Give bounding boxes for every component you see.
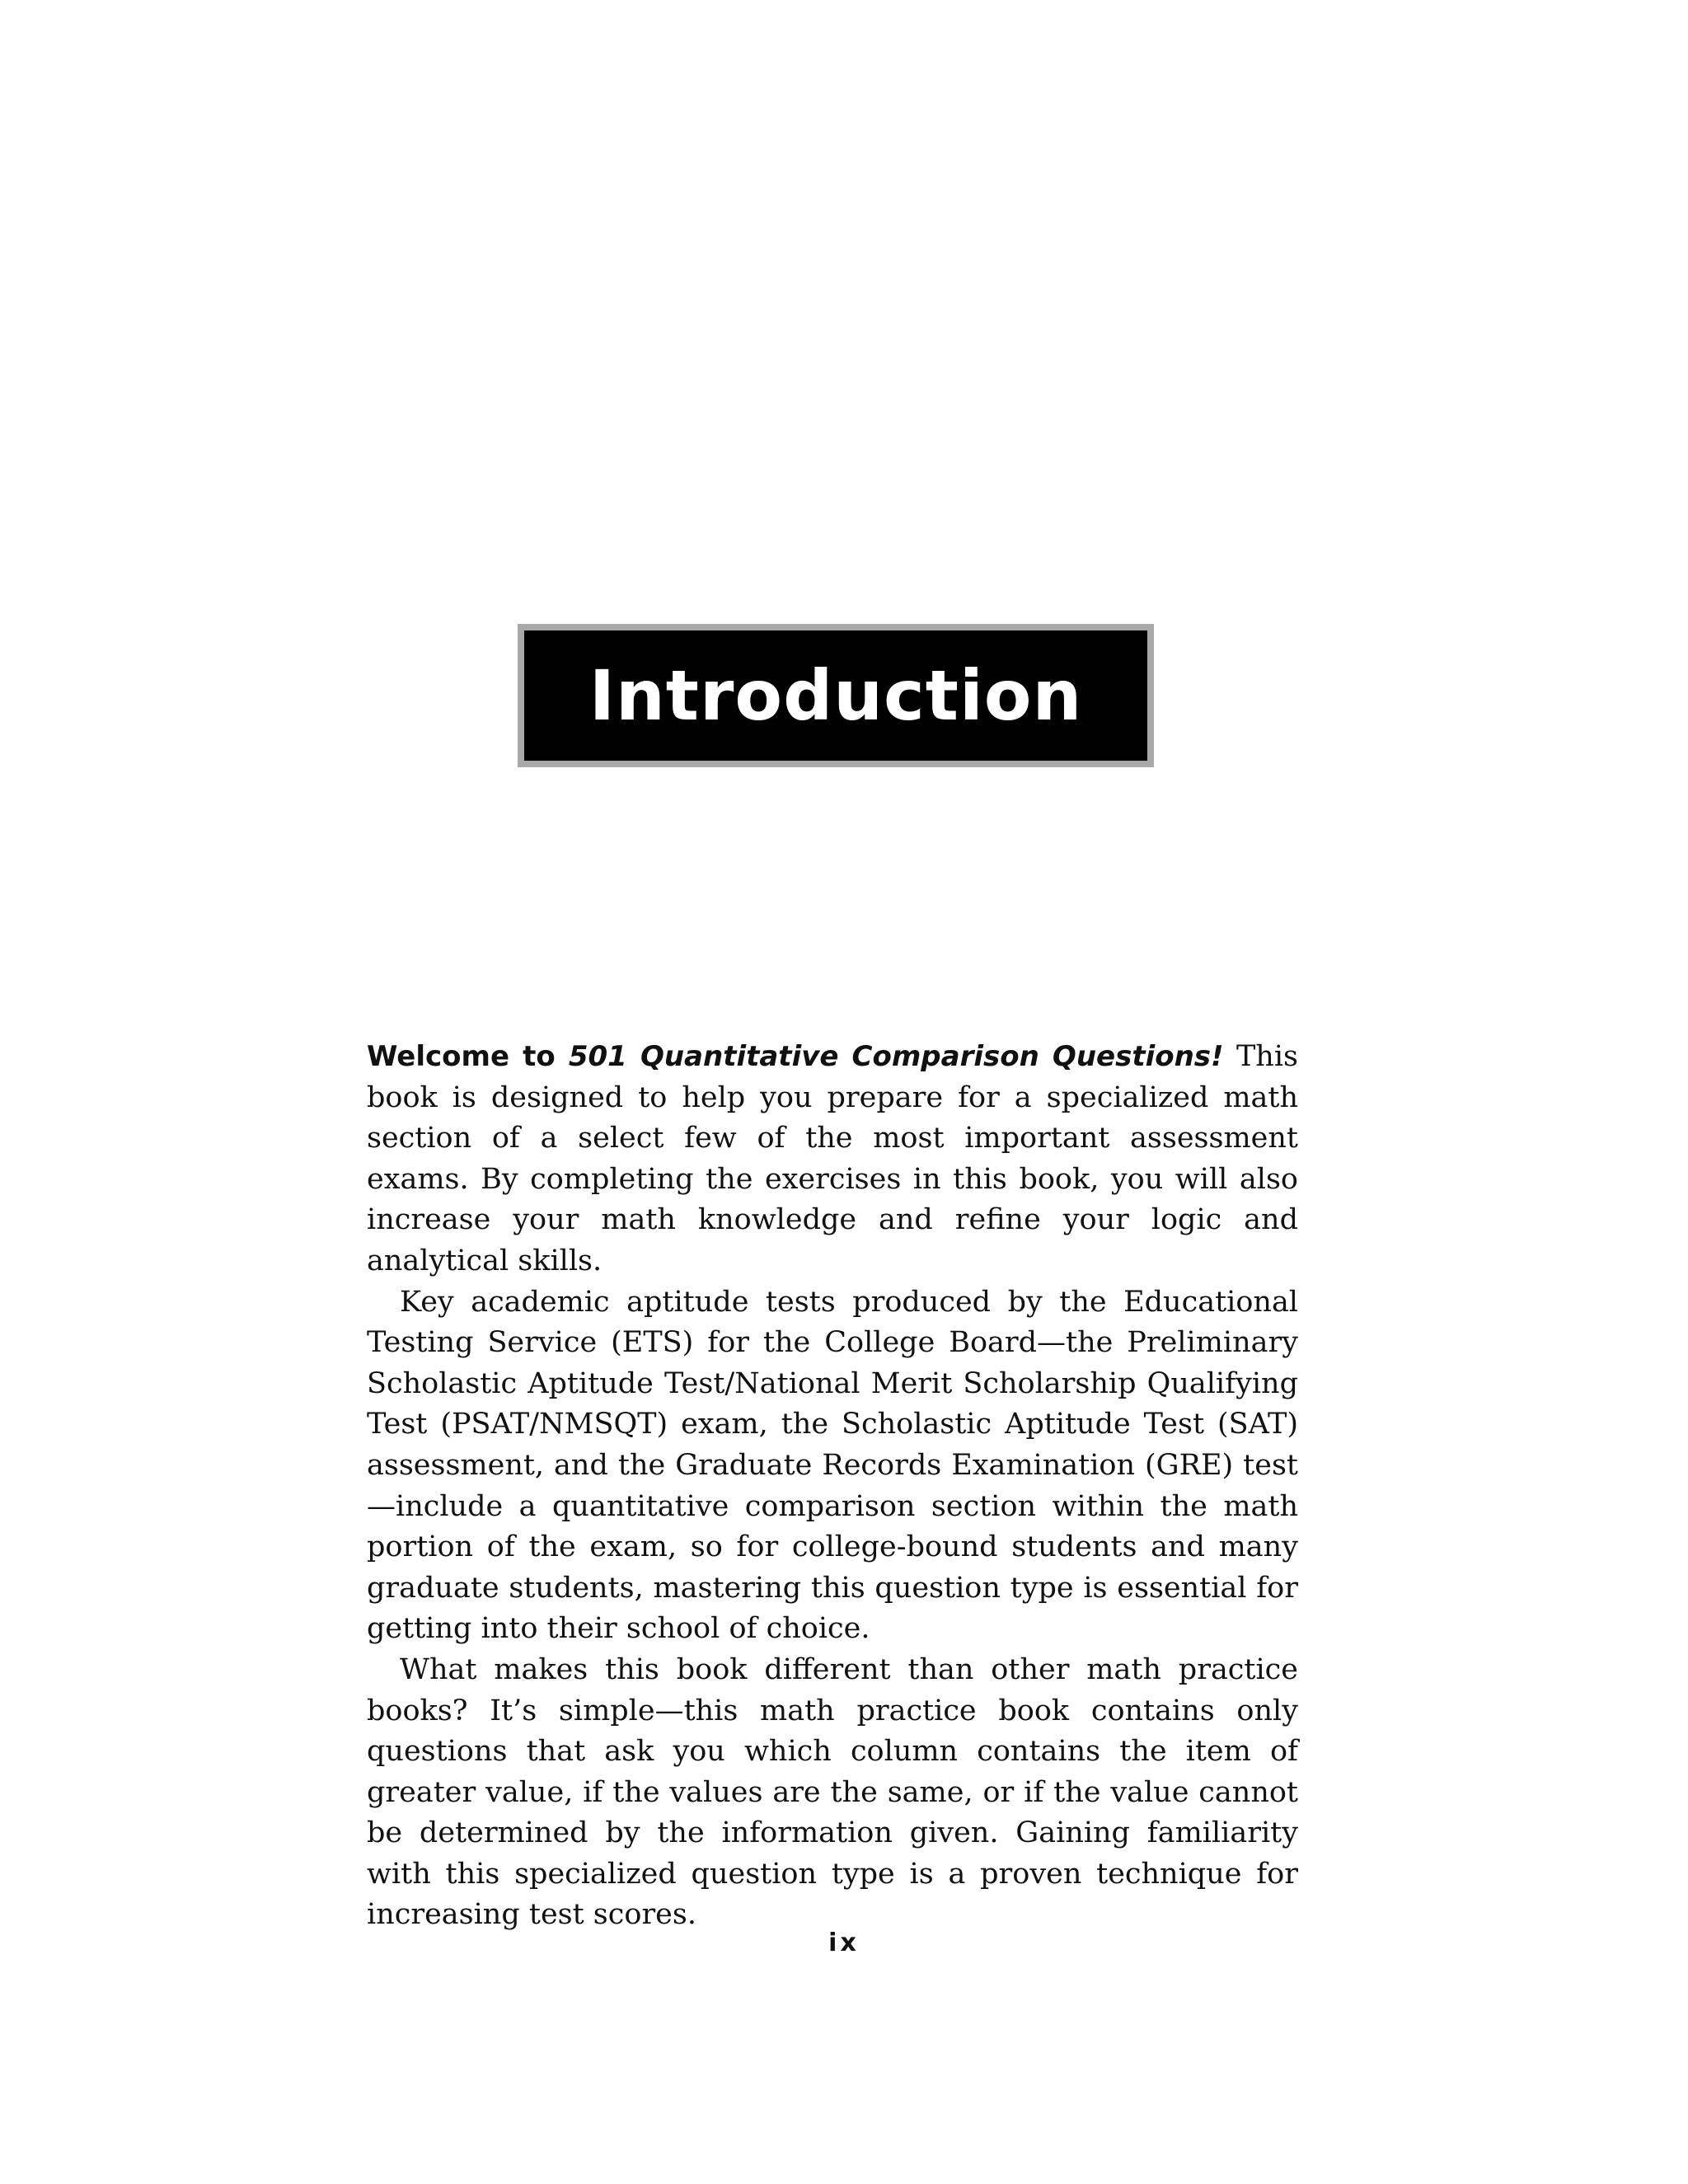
paragraph-1 <box>367 1037 1298 1282</box>
chapter-title-inner <box>524 630 1147 761</box>
paragraph-1-text: This book is designed to help you prepare for a specialized math section of a select few of the most important assessment exams. By completing the exercises in this book, you will also increase your math knowledge and refine your logic and analytical skills. <box>367 1040 1298 1277</box>
paragraph-3: What makes this book different than other math practice books? It’s simple—this math practice book contains only questions that ask you which column contains the item of greater value, if the values are the same, or if the value cannot be determined by the information given. Gaining familiarity with this specialized question type is a proven technique for increasing test scores. <box>367 1652 1298 1932</box>
body-text <box>367 1037 1298 1936</box>
chapter-title-box <box>518 624 1154 767</box>
page-number: ix <box>828 1929 860 1957</box>
lead-book-title: 501 Quantitative Comparison Questions! <box>568 1040 1224 1073</box>
paragraph-2: Key academic aptitude tests produced by the Educational Testing Service (ETS) for the College Board—the Preliminary Scholastic Aptitude Test/National Merit Scholarship Qualifying Test (PSAT/NMSQT) exam, the Scholastic Aptitude Test (SAT) assessment, and the Graduate Records Examination (GRE) test—include a quantitative comparison section within the math portion of the exam, so for college-bound students and many graduate students, mastering this question type is essential for getting into their school of choice. <box>367 1285 1298 1646</box>
lead-welcome: Welcome to <box>367 1040 569 1073</box>
chapter-title: Introduction <box>588 655 1083 736</box>
